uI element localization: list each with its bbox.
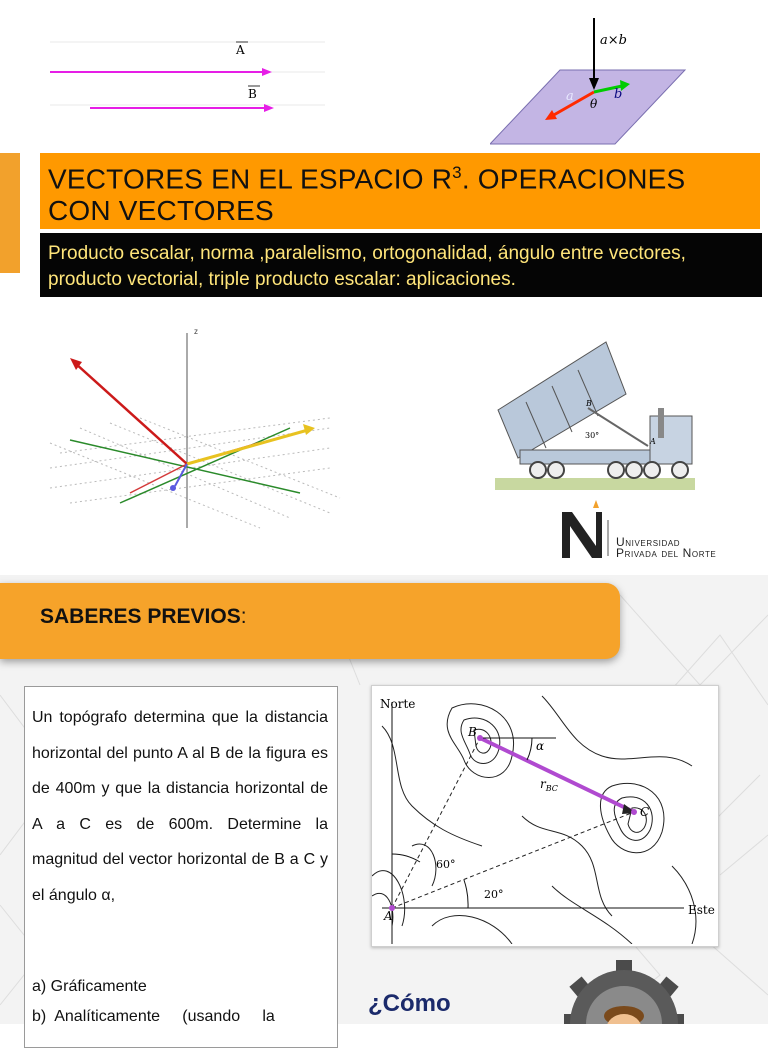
point-a-label: A (650, 437, 656, 446)
gear-character-icon (564, 958, 684, 1024)
blue-point (170, 485, 176, 491)
norte-label: Norte (380, 697, 416, 711)
point-c (631, 809, 637, 815)
logo-flame (593, 500, 599, 508)
topographic-figure (372, 686, 716, 944)
point-b-label: B (586, 399, 592, 408)
university-logo (562, 498, 612, 560)
rbc-label: $r_{BC}$ (540, 777, 558, 793)
university-line1: Universidad (616, 535, 681, 549)
angle60-label: 60° (436, 858, 456, 871)
point-c-label: C (640, 805, 650, 819)
point-a-label: A (384, 909, 393, 923)
vector-a-label: A (236, 43, 245, 57)
este-label: Este (688, 903, 715, 917)
point-b (477, 735, 483, 741)
problem-item-b: b) Analíticamente (usando la (32, 1008, 275, 1025)
red-vector (75, 363, 187, 464)
plane-parallelogram (490, 70, 685, 144)
logo-n (562, 512, 602, 558)
title-part1: VECTORES EN EL ESPACIO R (48, 163, 453, 195)
subtitle-text: Producto escalar, norma ,paralelismo, ortogonalidad, ángulo entre vectores, producto vectorial, triple producto escalar: aplicaciones. (48, 243, 686, 290)
cross-product-figure (490, 10, 690, 150)
parallel-vectors-figure (40, 30, 340, 130)
problem-item-a: a) Gráficamente (32, 978, 147, 995)
z-axis-label: z (194, 327, 198, 336)
angle20-label: 20° (484, 888, 504, 901)
ground (495, 478, 695, 490)
dump-truck-figure (490, 338, 700, 490)
yellow-vector-arrowhead (303, 424, 315, 435)
angle-label: 30° (585, 431, 600, 440)
line-ac (392, 812, 634, 908)
university-name (616, 537, 716, 559)
point-b-label: B (468, 725, 477, 739)
vector-a-arrowhead (262, 68, 272, 76)
a-label: a (566, 89, 574, 104)
cross-label: a×b (600, 33, 627, 48)
left-accent-bar (0, 153, 20, 273)
saberes-title (40, 605, 247, 629)
x-axis (120, 428, 290, 503)
yellow-vector (187, 430, 308, 464)
vector-bc (480, 738, 634, 812)
saberes-title-text: SABERES PREVIOS (40, 605, 241, 628)
vector-b-label: B (248, 87, 257, 101)
como-heading: ¿Cómo (368, 990, 451, 1017)
saberes-colon: : (240, 605, 247, 628)
angle20-arc (464, 880, 468, 908)
alpha-arc (527, 738, 532, 760)
hydraulic-cylinder (588, 408, 648, 446)
exhaust (658, 408, 664, 438)
problem-text: Un topógrafo determina que la distancia horizontal del punto A al B de la figura es de 400m y que la distancia horizontal de A a C es de 600m. Determine la magnitud del vector horizontal de B a C y el ángulo α, (32, 709, 328, 904)
alpha-label: α (536, 739, 545, 753)
title-superscript: 3 (452, 163, 462, 182)
problem-list (32, 972, 328, 1032)
line-ab (392, 738, 480, 908)
3d-axes-figure (30, 318, 360, 538)
angle60-arc (392, 854, 420, 862)
theta-label: θ (590, 97, 598, 111)
contour-lines (372, 696, 696, 944)
title-part2: . OPERACIONES (461, 163, 686, 195)
title-line2: CON VECTORES (48, 195, 274, 227)
page-title (48, 157, 758, 227)
truck-bed (498, 342, 626, 458)
truck-cab (650, 416, 692, 464)
b-label: b (614, 87, 623, 102)
university-line2: Privada del Norte (616, 546, 717, 560)
